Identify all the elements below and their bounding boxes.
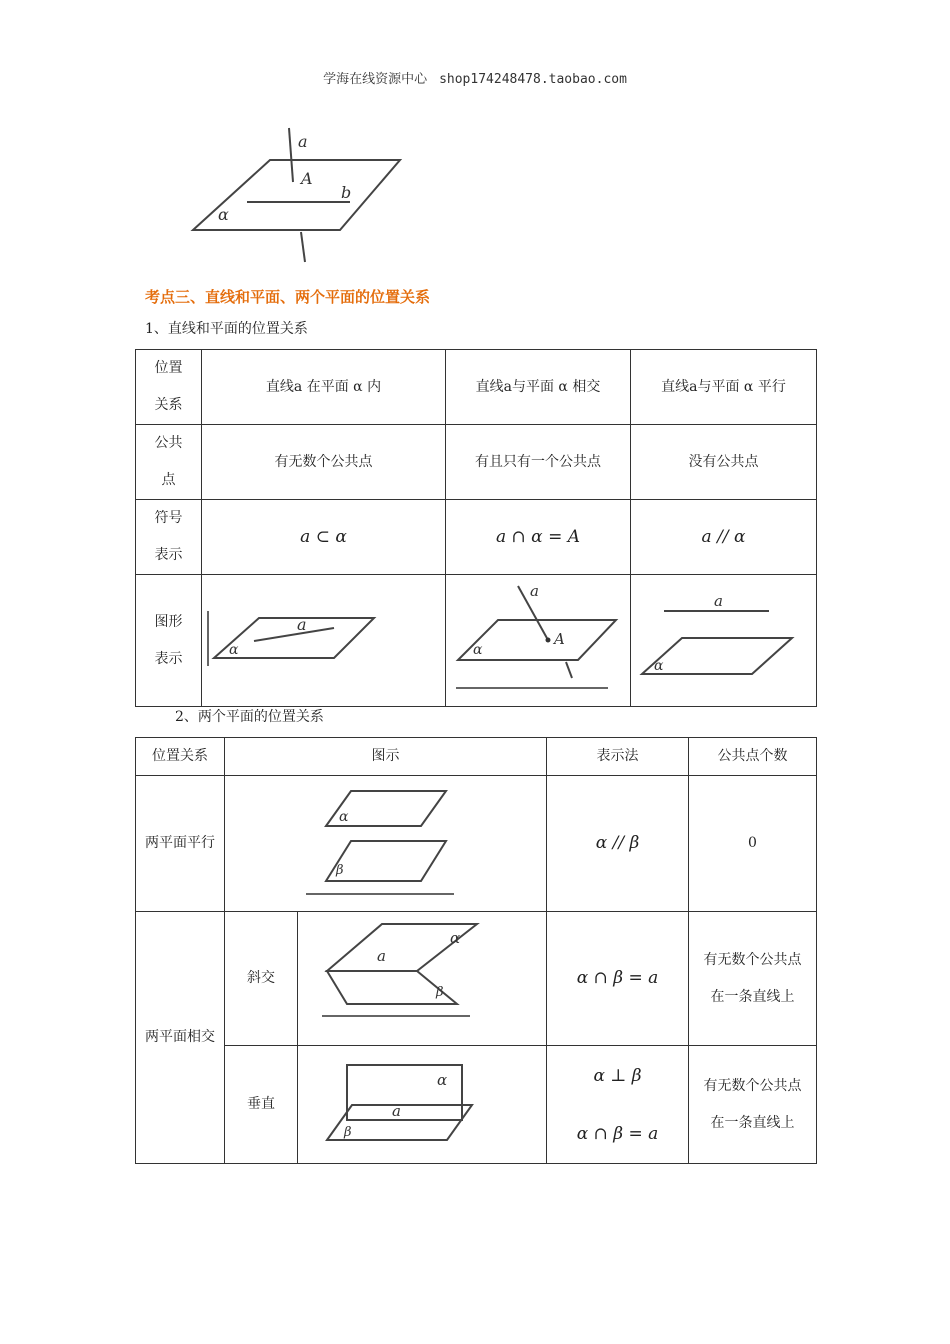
svg-text:A: A bbox=[554, 630, 565, 648]
line-plane-table bbox=[135, 349, 817, 707]
svg-text:β: β bbox=[344, 1124, 352, 1140]
header-figure: 图示 bbox=[225, 738, 547, 776]
top-plane-figure bbox=[185, 120, 415, 270]
intersect-label: 两平面相交 bbox=[136, 912, 225, 1164]
line-in-plane-figure bbox=[204, 586, 444, 696]
row-header-figure: 图形表示 bbox=[136, 575, 202, 707]
fig-label-A: A bbox=[301, 169, 313, 188]
oblique-label: 斜交 bbox=[225, 912, 298, 1046]
svg-text:a: a bbox=[392, 1101, 401, 1120]
symbol-cell: a ∩ α = A bbox=[446, 500, 631, 575]
plane-plane-table bbox=[135, 737, 817, 1164]
svg-text:β: β bbox=[436, 985, 444, 1000]
perpendicular-count: 有无数个公共点在一条直线上 bbox=[689, 1046, 817, 1164]
header-notation: 表示法 bbox=[547, 738, 689, 776]
table-row bbox=[136, 500, 817, 575]
perpendicular-planes-figure bbox=[322, 1050, 522, 1160]
line-intersect-plane-figure bbox=[448, 578, 628, 703]
table-row bbox=[136, 575, 817, 707]
parallel-planes-figure bbox=[286, 781, 486, 906]
cell: 没有公共点 bbox=[631, 425, 817, 500]
symbol-cell: a // α bbox=[631, 500, 817, 575]
parallel-label: 两平面平行 bbox=[136, 776, 225, 912]
oblique-notation: α ∩ β = a bbox=[547, 912, 689, 1046]
part1-subtitle: 1、直线和平面的位置关系 bbox=[145, 321, 308, 337]
part2-subtitle: 2、两个平面的位置关系 bbox=[175, 709, 324, 725]
header-position: 位置关系 bbox=[136, 738, 225, 776]
svg-text:β: β bbox=[335, 863, 344, 878]
perpendicular-notation: α ⊥ β α ∩ β = a bbox=[547, 1046, 689, 1164]
svg-text:α: α bbox=[437, 1070, 448, 1089]
svg-text:α: α bbox=[228, 641, 238, 658]
fig-label-alpha: α bbox=[218, 205, 229, 224]
header-count: 公共点个数 bbox=[689, 738, 817, 776]
cell: 有无数个公共点 bbox=[202, 425, 446, 500]
table-row bbox=[136, 912, 817, 1046]
fig-label-a: a bbox=[298, 132, 308, 151]
line-parallel-plane-figure bbox=[634, 586, 814, 696]
figure-cell bbox=[446, 575, 631, 707]
row-header-common: 公共点 bbox=[136, 425, 202, 500]
figure-cell bbox=[298, 912, 547, 1046]
svg-text:α: α bbox=[653, 657, 663, 674]
svg-text:a: a bbox=[377, 947, 386, 965]
table-row bbox=[136, 350, 817, 425]
figure-cell bbox=[202, 575, 446, 707]
figure-cell bbox=[225, 776, 547, 912]
parallel-count: 0 bbox=[689, 776, 817, 912]
section-title: 考点三、直线和平面、两个平面的位置关系 bbox=[145, 288, 431, 306]
table-row bbox=[136, 1046, 817, 1164]
perpendicular-label: 垂直 bbox=[225, 1046, 298, 1164]
table-row bbox=[136, 425, 817, 500]
cell: 有且只有一个公共点 bbox=[446, 425, 631, 500]
svg-text:α: α bbox=[338, 809, 348, 825]
page-header bbox=[0, 68, 950, 87]
row-header-symbol: 符号表示 bbox=[136, 500, 202, 575]
parallel-notation: α // β bbox=[547, 776, 689, 912]
figure-cell bbox=[298, 1046, 547, 1164]
oblique-planes-figure bbox=[322, 916, 522, 1041]
svg-text:a: a bbox=[713, 591, 723, 610]
svg-text:a: a bbox=[296, 614, 307, 634]
svg-text:a: a bbox=[530, 582, 539, 600]
symbol-cell: a ⊂ α bbox=[202, 500, 446, 575]
cell: 直线a与平面 α 平行 bbox=[631, 350, 817, 425]
cell: 直线a 在平面 α 内 bbox=[202, 350, 446, 425]
figure-cell bbox=[631, 575, 817, 707]
header-title: 学海在线资源中心 bbox=[323, 72, 428, 87]
fig-label-b: b bbox=[341, 183, 352, 202]
oblique-count: 有无数个公共点在一条直线上 bbox=[689, 912, 817, 1046]
table-row bbox=[136, 776, 817, 912]
svg-text:α: α bbox=[450, 929, 461, 947]
cell: 直线a与平面 α 相交 bbox=[446, 350, 631, 425]
svg-text:α: α bbox=[473, 642, 483, 658]
row-header-position: 位置关系 bbox=[136, 350, 202, 425]
header-site: shop174248478.taobao.com bbox=[439, 72, 627, 87]
table-row bbox=[136, 738, 817, 776]
